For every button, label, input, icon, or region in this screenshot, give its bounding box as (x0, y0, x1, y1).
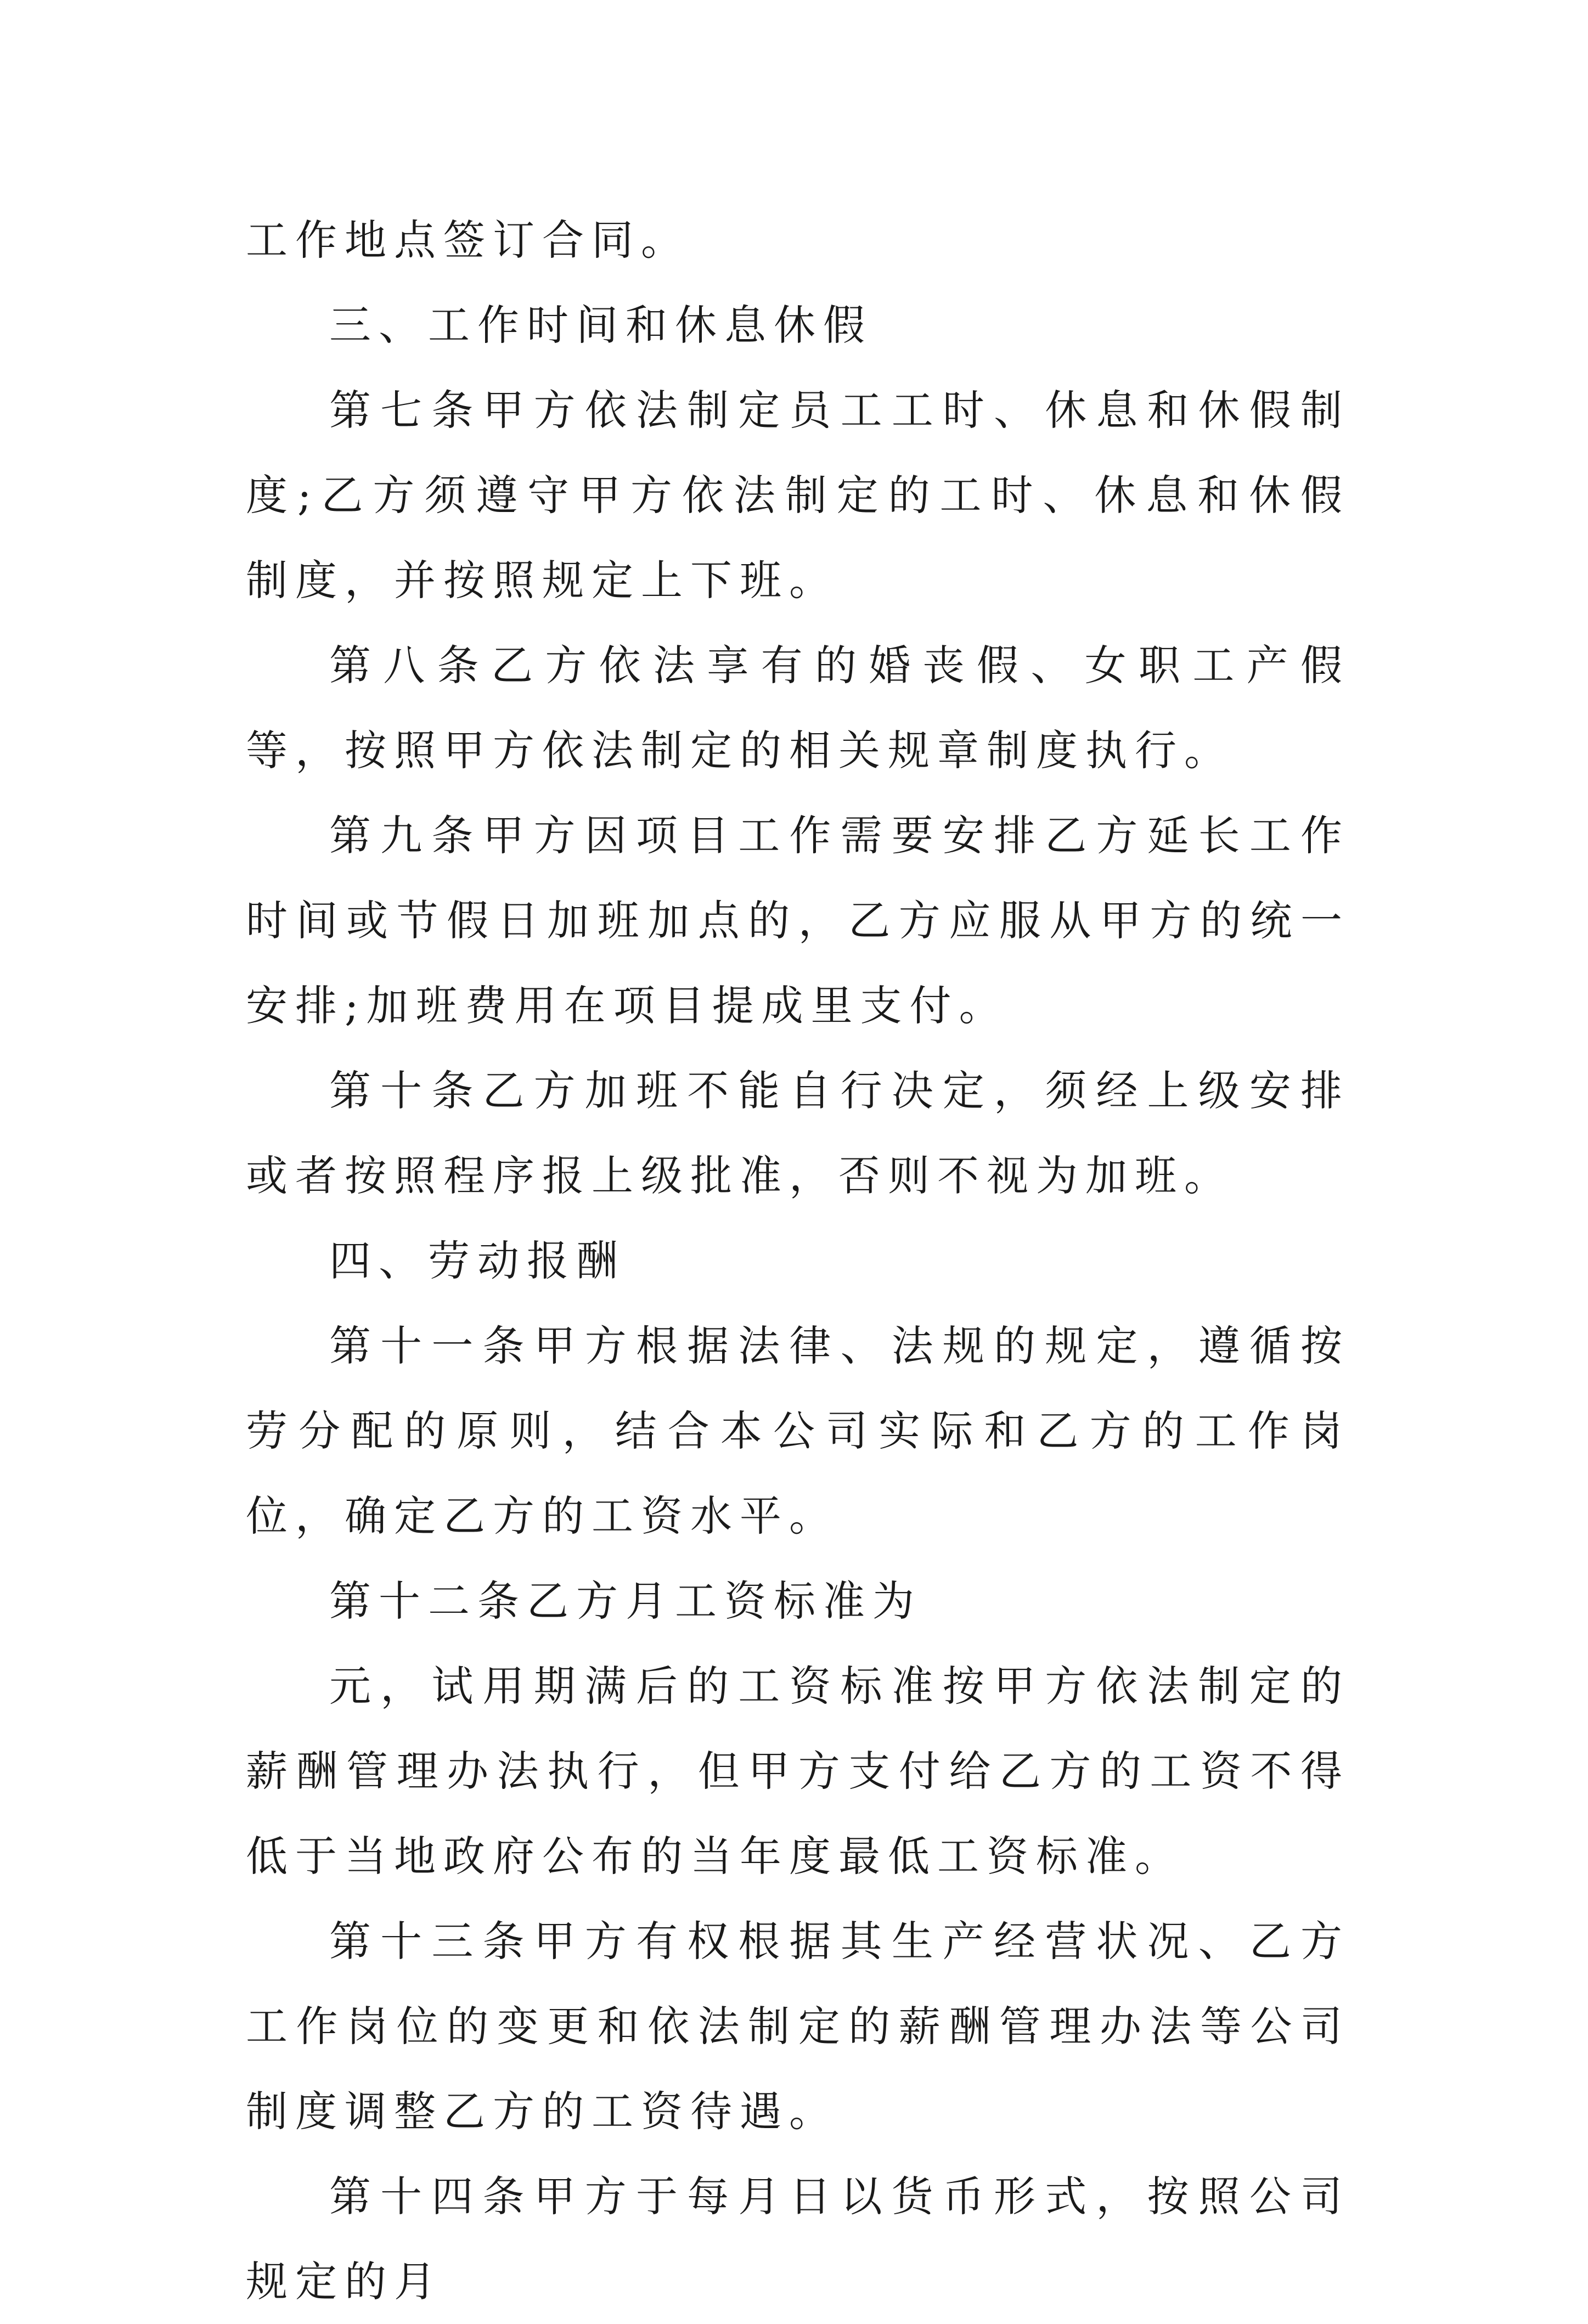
article-11: 第十一条甲方根据法律、法规的规定，遵循按劳分配的原则，结合本公司实际和乙方的工作岗位，确定乙方的工资水平。 (246, 1321, 1350, 1540)
document-body (246, 198, 1350, 2324)
article-9: 第九条甲方因项目工作需要安排乙方延长工作时间或节假日加班加点的，乙方应服从甲方的统一安排;加班费用在项目提成里支付。 (246, 811, 1350, 1030)
article-14: 第十四条甲方于每月日以货币形式，按照公司规定的月 (246, 2172, 1350, 2306)
section-heading-remuneration: 四、劳动报酬 (329, 1236, 626, 1285)
article-7: 第七条甲方依法制定员工工时、休息和休假制度;乙方须遵守甲方依法制定的工时、休息和休假制度，并按照规定上下班。 (246, 386, 1350, 605)
section-heading-work-hours: 三、工作时间和休息休假 (329, 301, 872, 350)
article-12-continued: 元，试用期满后的工资标准按甲方依法制定的薪酬管理办法执行，但甲方支付给乙方的工资不得低于当地政府公布的当年度最低工资标准。 (246, 1662, 1350, 1881)
article-10: 第十条乙方加班不能自行决定，须经上级安排或者按照程序报上级批准，否则不视为加班。 (246, 1066, 1350, 1200)
article-13: 第十三条甲方有权根据其生产经营状况、乙方工作岗位的变更和依法制定的薪酬管理办法等公司制度调整乙方的工资待遇。 (246, 1917, 1350, 2136)
article-8: 第八条乙方依法享有的婚丧假、女职工产假等，按照甲方依法制定的相关规章制度执行。 (246, 641, 1350, 775)
article-12: 第十二条乙方月工资标准为 (329, 1577, 922, 1625)
paragraph-continuation: 工作地点签订合同。 (246, 216, 690, 265)
